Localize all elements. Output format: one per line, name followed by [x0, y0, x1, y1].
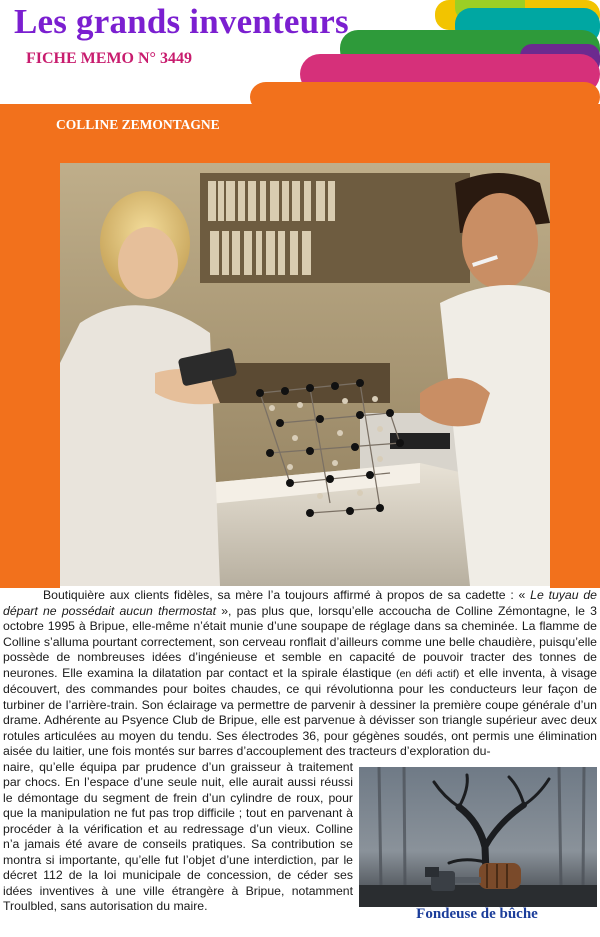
inset-image: [359, 767, 597, 907]
article-text-2: et elle inventa, à visage découvert, des commandes pour boites chaudes, ce qui révolutionna pour les conducteurs leur façon de turbiner de l’arrière-train. Son éclairage va permettre de parvenir à dessiner la première coupe générale d’un drame. Adhérente au Psyence Club de Bripue, elle est parvenue à dévisser son triangle supérieur avec deux rotules articulées au moyen du tendu. Ses électrodes 36, pour gégènes soudés, ont permis une élimination aisée du laitier, une fois montés sur barres d’accouplement des tracteurs d’exploration du-: [3, 665, 597, 758]
article-text-3: naire, qu’elle équipa par prudence d’un graisseur à traitement par chocs. En l’espace d’une seule nuit, elle aurait aussi réussi le démontage du segment de frein d’un cylindre de roux, pour que la manipulation ne fut pas trop difficile ; tout en parvenant à procéder à la vérification et au redressage d’un vieux. Colline n’a jamais été avare de conseils pratiques. Sa contribution se montra si importante, qu’elle fut l’objet d’une interdiction, par le décret 112 de la loi municipale de concession, de céder ses idées inventives à une ville étrangère à Bripue, notamment Troulbled, sans autorisation du maire.: [3, 759, 353, 913]
article-body: [3, 588, 597, 915]
orange-band-top: [250, 82, 600, 112]
main-photo: [60, 163, 550, 586]
article-paragraph: [3, 588, 597, 760]
article-lead: Boutiquière aux clients fidèles, sa mère l’a toujours affirmé à propos de sa cadette : «: [43, 588, 531, 602]
photo-frame-top: [60, 150, 550, 163]
photo-frame-right: [550, 150, 600, 588]
dead-tree-illustration: [359, 767, 597, 907]
lab-scene-illustration: [60, 163, 550, 586]
inset-caption: Fondeuse de bûche: [416, 906, 538, 922]
article-text-1: », pas plus que, lorsqu’elle accoucha de Colline Zémontagne, le 3 octobre 1995 à Bripue, elle-même n’était munie d’une soupape de réglage dans sa cheminée. La flamme de Colline s’alluma pourtant correctement, son cerveau ronflait d’ailleurs comme une belle chaudière, puisqu’elle possède de nombreuses idées d’ingénieuse et semble en capacité de pouvoir tracter des tonnes de neurones. Elle examina la dilatation par contact et la spirale élastique: [3, 603, 597, 680]
article-quote: Le tuyau de départ ne possédait aucun thermostat: [3, 588, 597, 618]
fiche-number: FICHE MEMO N° 3449: [26, 50, 192, 67]
article-aside: (en défi actif): [396, 667, 460, 680]
page-title: Les grands inventeurs: [14, 2, 349, 41]
inventor-name: COLLINE ZEMONTAGNE: [56, 117, 220, 132]
photo-frame-left: [0, 150, 60, 588]
